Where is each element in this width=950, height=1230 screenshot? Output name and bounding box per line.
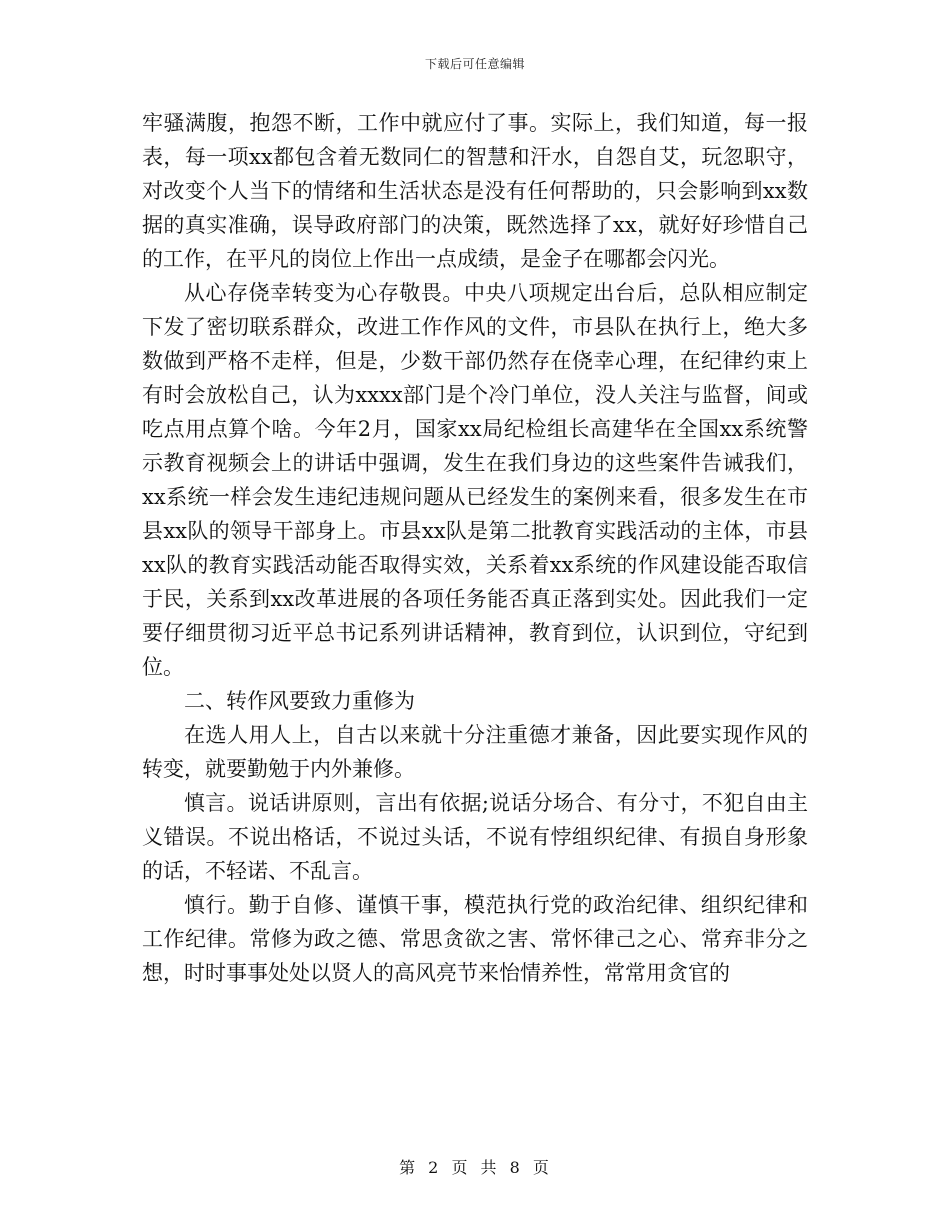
page-number-footer: 第 2 页 共 8 页 xyxy=(399,1158,551,1177)
page-header: 下载后可任意编辑 xyxy=(424,57,525,71)
paragraph-2: 从心存侥幸转变为心存敬畏。中央八项规定出台后，总队相应制定下发了密切联系群众，改进工作作风的文件，市县队在执行上，绝大多数做到严格不走样，但是，少数干部仍然存在侥幸心理，在纪律约束上有时会放松自己，认为xxxx部门是个冷门单位，没人关注与监督，间或吃点用点算个啥。今年2月，国家xx局纪检组长高建华在全国xx系统警示教育视频会上的讲话中强调，发生在我们身边的这些案件告诫我们，xx系统一样会发生违纪违规问题从已经发生的案例来看，很多发生在市县xx队的领导干部身上。市县xx队是第二批教育实践活动的主体，市县xx队的教育实践活动能否取得实效，关系着xx系统的作风建设能否取信于民，关系到xx改革进展的各项任务能否真正落到实处。因此我们一定要仔细贯彻习近平总书记系列讲话精神，教育到位，认识到位，守纪到位。 xyxy=(142,281,808,679)
section-heading: 二、转作风要致力重修为 xyxy=(184,689,415,713)
document-body xyxy=(142,106,808,990)
paragraph-1: 牢骚满腹，抱怨不断，工作中就应付了事。实际上，我们知道，每一报表，每一项xx都包含着无数同仁的智慧和汗水，自怨自艾，玩忽职守，对改变个人当下的情绪和生活状态是没有任何帮助的，只会影响到xx数据的真实准确，误导政府部门的决策，既然选择了xx，就好好珍惜自己的工作，在平凡的岗位上作出一点成绩，是金子在哪都会闪光。 xyxy=(142,111,808,271)
paragraph-3: 在选人用人上，自古以来就十分注重德才兼备，因此要实现作风的转变，就要勤勉于内外兼修。 xyxy=(142,723,808,781)
paragraph-4: 慎言。说话讲原则，言出有依据;说话分场合、有分寸，不犯自由主义错误。不说出格话，不说过头话，不说有悖组织纪律、有损自身形象的话，不轻诺、不乱言。 xyxy=(142,791,808,883)
paragraph-5: 慎行。勤于自修、谨慎干事，模范执行党的政治纪律、组织纪律和工作纪律。常修为政之德、常思贪欲之害、常怀律己之心、常弃非分之想，时时事事处处以贤人的高风亮节来怡情养性，常常用贪官的 xyxy=(142,893,808,985)
